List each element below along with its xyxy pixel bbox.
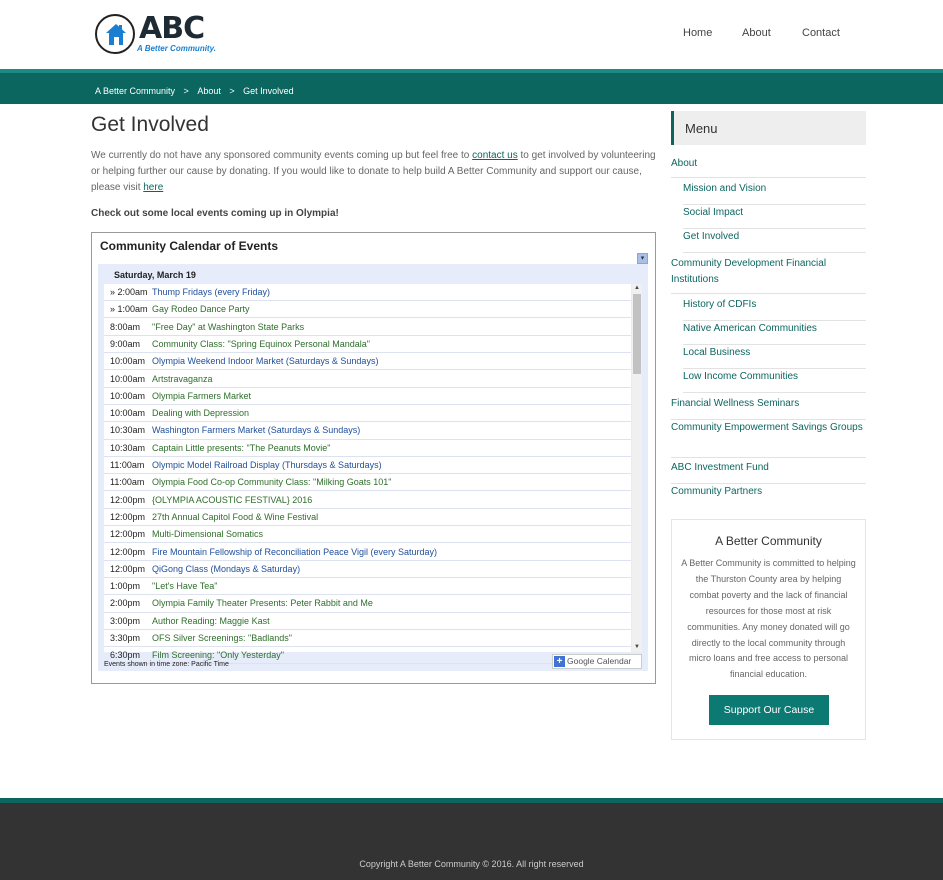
event-time: » 2:00am [110, 287, 148, 297]
sidebar-item[interactable]: Mission and Vision [683, 181, 866, 205]
event-name[interactable]: Captain Little presents: "The Peanuts Movie" [152, 442, 331, 453]
event-time: 1:00pm [110, 581, 141, 592]
sidebar-item[interactable]: Social Impact [683, 205, 866, 229]
event-row[interactable] [104, 561, 631, 578]
site-logo[interactable] [95, 12, 215, 56]
event-name[interactable]: Olympic Model Railroad Display (Thursdays & Saturdays) [152, 460, 382, 470]
copyright-text: Copyright A Better Community © 2016. All right reserved [359, 859, 584, 869]
event-name[interactable]: "Let's Have Tea" [152, 581, 218, 592]
breadcrumb-current: Get Involved [243, 86, 294, 96]
event-time: » 1:00am [110, 304, 148, 315]
event-name[interactable]: Washington Farmers Market (Saturdays & Sundays) [152, 425, 361, 436]
breadcrumb-band [0, 69, 943, 104]
sidebar-menu-header [671, 111, 866, 145]
event-row[interactable] [104, 405, 631, 422]
event-name[interactable]: Dealing with Depression [152, 408, 250, 419]
site-footer [0, 798, 943, 880]
sidebar-item[interactable]: Community Partners [671, 486, 763, 497]
sidebar-item[interactable]: Financial Wellness Seminars [671, 396, 866, 420]
event-row[interactable] [104, 492, 631, 509]
event-row[interactable] [104, 578, 631, 595]
event-name[interactable]: Author Reading: Maggie Kast [152, 615, 270, 626]
calendar-agenda [98, 264, 648, 671]
event-name[interactable]: {OLYMPIA ACOUSTIC FESTIVAL} 2016 [152, 494, 313, 505]
breadcrumb-about[interactable]: About [197, 86, 221, 96]
event-name[interactable]: Olympia Weekend Indoor Market (Saturdays & Sundays) [152, 356, 379, 367]
event-name[interactable]: Fire Mountain Fellowship of Reconciliation Peace Vigil (every Saturday) [152, 546, 437, 557]
event-name[interactable]: OFS Silver Screenings: "Badlands" [152, 633, 292, 643]
event-row[interactable] [104, 422, 631, 439]
event-row[interactable] [104, 457, 631, 474]
logo-tagline: A Better Community. [137, 44, 216, 53]
nav-about[interactable]: About [742, 27, 771, 39]
promo-text: A Better Community is committed to helping the Thurston County area by helping combat poverty and the lack of financial resources for those most at risk communities. Any money donated will go directly to the local community through micro loans and free access to personal financial education. [681, 558, 856, 680]
event-time: 11:00am [110, 477, 145, 488]
event-time: 11:00am [110, 460, 145, 470]
promo-box [671, 519, 866, 740]
event-name[interactable]: Multi-Dimensional Somatics [152, 529, 264, 540]
event-row[interactable] [104, 440, 631, 457]
events-heading: Check out some local events coming up in Olympia! [91, 208, 339, 219]
event-row[interactable] [104, 544, 631, 561]
event-time: 10:30am [110, 425, 146, 436]
event-row[interactable] [104, 371, 631, 388]
page-title: Get Involved [91, 113, 209, 136]
sidebar-item[interactable]: ABC Investment Fund [671, 460, 866, 484]
scroll-down-icon[interactable]: ▼ [634, 644, 640, 650]
calendar-widget [91, 232, 656, 684]
event-time: 12:00pm [110, 511, 146, 522]
event-name[interactable]: Olympia Food Co-op Community Class: "Milking Goats 101" [152, 477, 392, 488]
event-time: 10:00am [110, 373, 146, 384]
house-icon [95, 14, 135, 54]
sidebar-item[interactable]: Native American Communities [683, 321, 866, 345]
event-list-scrollbar[interactable] [632, 284, 642, 652]
event-time: 12:00pm [110, 494, 146, 505]
event-time: 3:00pm [110, 615, 141, 626]
sidebar-item[interactable]: Low Income Communities [683, 369, 866, 393]
sidebar-menu-title: Menu [685, 121, 718, 136]
event-row[interactable] [104, 319, 631, 336]
timezone-note: Events shown in time zone: Pacific Time [104, 661, 229, 668]
event-row[interactable] [104, 509, 631, 526]
support-our-cause-button[interactable]: Support Our Cause [709, 695, 829, 725]
google-calendar-label: Google Calendar [567, 656, 632, 666]
event-list[interactable] [104, 284, 631, 661]
breadcrumb-separator: > [183, 86, 189, 96]
calendar-day-heading: Saturday, March 19 [114, 270, 196, 280]
breadcrumb-separator: > [229, 86, 235, 96]
event-time: 12:00pm [110, 546, 146, 557]
event-time: 10:00am [110, 390, 146, 401]
event-time: 9:00am [110, 338, 141, 349]
scroll-thumb[interactable] [633, 294, 641, 374]
contact-us-link[interactable]: contact us [472, 150, 518, 161]
scroll-up-icon[interactable]: ▲ [634, 285, 640, 291]
breadcrumb [95, 86, 294, 96]
event-time: 8:00am [110, 321, 141, 332]
event-name[interactable]: Gay Rodeo Dance Party [152, 304, 250, 315]
event-row[interactable] [104, 613, 631, 630]
sidebar-item[interactable]: Get Involved [683, 229, 866, 253]
intro-text-1: We currently do not have any sponsored community events coming up but feel free to [91, 150, 473, 161]
event-time: 12:00pm [110, 529, 146, 540]
logo-text: ABC [139, 11, 205, 46]
event-name[interactable]: "Free Day" at Washington State Parks [152, 321, 305, 332]
event-time: 2:00pm [110, 598, 141, 609]
event-name[interactable]: Olympia Farmers Market [152, 390, 252, 401]
breadcrumb-home[interactable]: A Better Community [95, 86, 176, 96]
event-row[interactable] [104, 284, 631, 301]
event-row[interactable] [104, 474, 631, 491]
event-time: 3:30pm [110, 633, 141, 643]
intro-paragraph [91, 148, 656, 195]
event-name[interactable]: Thump Fridays (every Friday) [152, 287, 271, 297]
event-row[interactable] [104, 595, 631, 612]
event-row[interactable] [104, 301, 631, 318]
plus-icon: + [554, 656, 565, 667]
event-row[interactable] [104, 630, 631, 647]
promo-title: A Better Community [715, 534, 822, 548]
event-row[interactable] [104, 336, 631, 353]
event-time: 12:00pm [110, 563, 146, 574]
event-time: 6:30pm [110, 650, 141, 661]
nav-home[interactable]: Home [683, 27, 713, 39]
event-row[interactable] [104, 526, 631, 543]
event-time: 10:00am [110, 356, 146, 367]
sidebar-item[interactable]: Local Business [683, 345, 866, 369]
sidebar-item[interactable]: About [671, 156, 866, 178]
sidebar-item[interactable]: History of CDFIs [683, 297, 866, 321]
event-name[interactable]: Film Screening: "Only Yesterday" [152, 650, 284, 661]
site-header [0, 0, 943, 70]
sidebar-item[interactable]: Community Empowerment Savings Groups [671, 420, 866, 458]
event-name[interactable]: Artstravaganza [152, 373, 213, 384]
sidebar-item[interactable]: Community Development Financial Institutions [671, 256, 866, 294]
nav-contact[interactable]: Contact [802, 27, 840, 39]
donate-here-link[interactable]: here [143, 181, 164, 193]
event-name[interactable]: Community Class: "Spring Equinox Personal Mandala" [152, 338, 370, 349]
event-name[interactable]: Olympia Family Theater Presents: Peter Rabbit and Me [152, 598, 373, 609]
intro-text-2: to get involved by volunteering or helping further our cause by donating. If you would like to donate to help build A Better Community and support our cause, please visit [91, 150, 656, 193]
calendar-title: Community Calendar of Events [100, 239, 279, 253]
event-name[interactable]: QiGong Class (Mondays & Saturday) [152, 563, 301, 574]
calendar-dropdown-icon[interactable]: ▾ [637, 253, 648, 264]
event-row[interactable] [104, 388, 631, 405]
event-name[interactable]: 27th Annual Capitol Food & Wine Festival [152, 511, 319, 522]
event-time: 10:30am [110, 442, 146, 453]
event-time: 10:00am [110, 408, 146, 419]
add-google-calendar-button[interactable] [552, 654, 642, 669]
event-row[interactable] [104, 353, 631, 370]
